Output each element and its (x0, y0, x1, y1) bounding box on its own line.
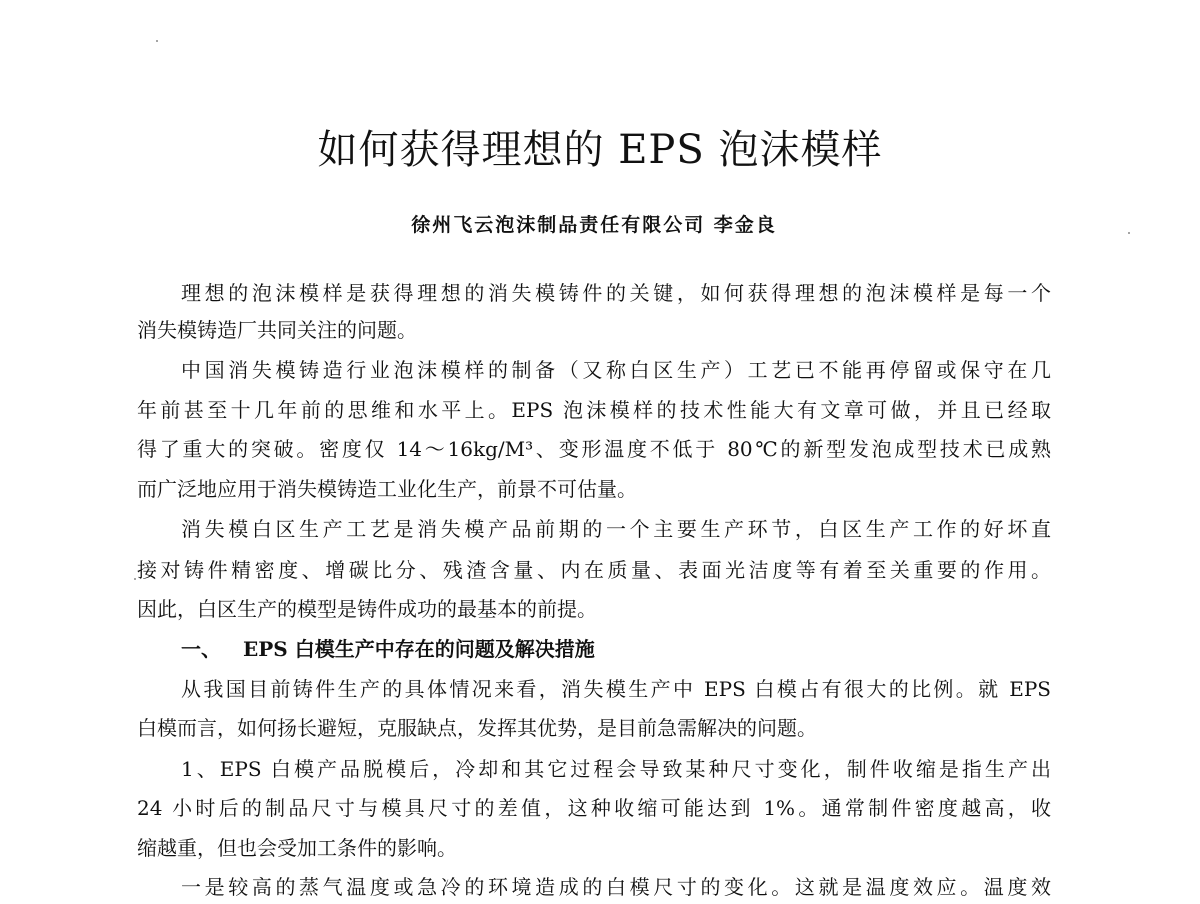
document-title: 如何获得理想的 EPS 泡沫模样 (317, 127, 883, 173)
paragraph-line: 中国消失模铸造行业泡沫模样的制备（又称白区生产）工艺已不能再停留或保守在几 (181, 358, 1051, 382)
section-heading (181, 632, 595, 666)
scan-speck (134, 578, 136, 580)
paragraph-line: 消失模白区生产工艺是消失模产品前期的一个主要生产环节，白区生产工作的好坏直 (181, 517, 1051, 541)
scan-speck (156, 40, 158, 42)
paragraph-line: 24 小时后的制品尺寸与模具尺寸的差值，这种收缩可能达到 1%。通常制件密度越高，收 (137, 796, 1051, 820)
section-heading-text: EPS 白模生产中存在的问题及解决措施 (243, 637, 595, 661)
paragraph-line: 年前甚至十几年前的思维和水平上。EPS 泡沫模样的技术性能大有文章可做，并且已经取 (137, 398, 1051, 422)
paragraph-line: 理想的泡沫模样是获得理想的消失模铸件的关键，如何获得理想的泡沫模样是每一个 (181, 281, 1051, 305)
paragraph-line: 缩越重，但也会受加工条件的影响。 (137, 836, 457, 860)
paragraph-line: 而广泛地应用于消失模铸造工业化生产，前景不可估量。 (137, 477, 637, 501)
paragraph-line: 一是较高的蒸气温度或急冷的环境造成的白模尺寸的变化。这就是温度效应。温度效 (181, 875, 1051, 899)
paragraph-line: 接对铸件精密度、增碳比分、残渣含量、内在质量、表面光洁度等有着至关重要的作用。 (137, 558, 1051, 582)
paragraph-line: 1、EPS 白模产品脱模后，冷却和其它过程会导致某种尺寸变化，制件收缩是指生产出 (181, 757, 1051, 781)
section-heading-number: 一、 (181, 637, 221, 661)
paragraph-line: 因此，白区生产的模型是铸件成功的最基本的前提。 (137, 597, 597, 621)
paragraph-line: 从我国目前铸件生产的具体情况来看，消失模生产中 EPS 白模占有很大的比例。就 EPS (181, 677, 1051, 701)
paragraph-line: 白模而言，如何扬长避短，克服缺点，发挥其优势，是目前急需解决的问题。 (137, 716, 817, 740)
paragraph-line: 消失模铸造厂共同关注的问题。 (137, 318, 417, 342)
paragraph-line: 得了重大的突破。密度仅 14～16kg/M³、变形温度不低于 80℃的新型发泡成型技术已成熟 (137, 437, 1051, 461)
document-author: 徐州飞云泡沫制品责任有限公司 李金良 (411, 214, 777, 236)
